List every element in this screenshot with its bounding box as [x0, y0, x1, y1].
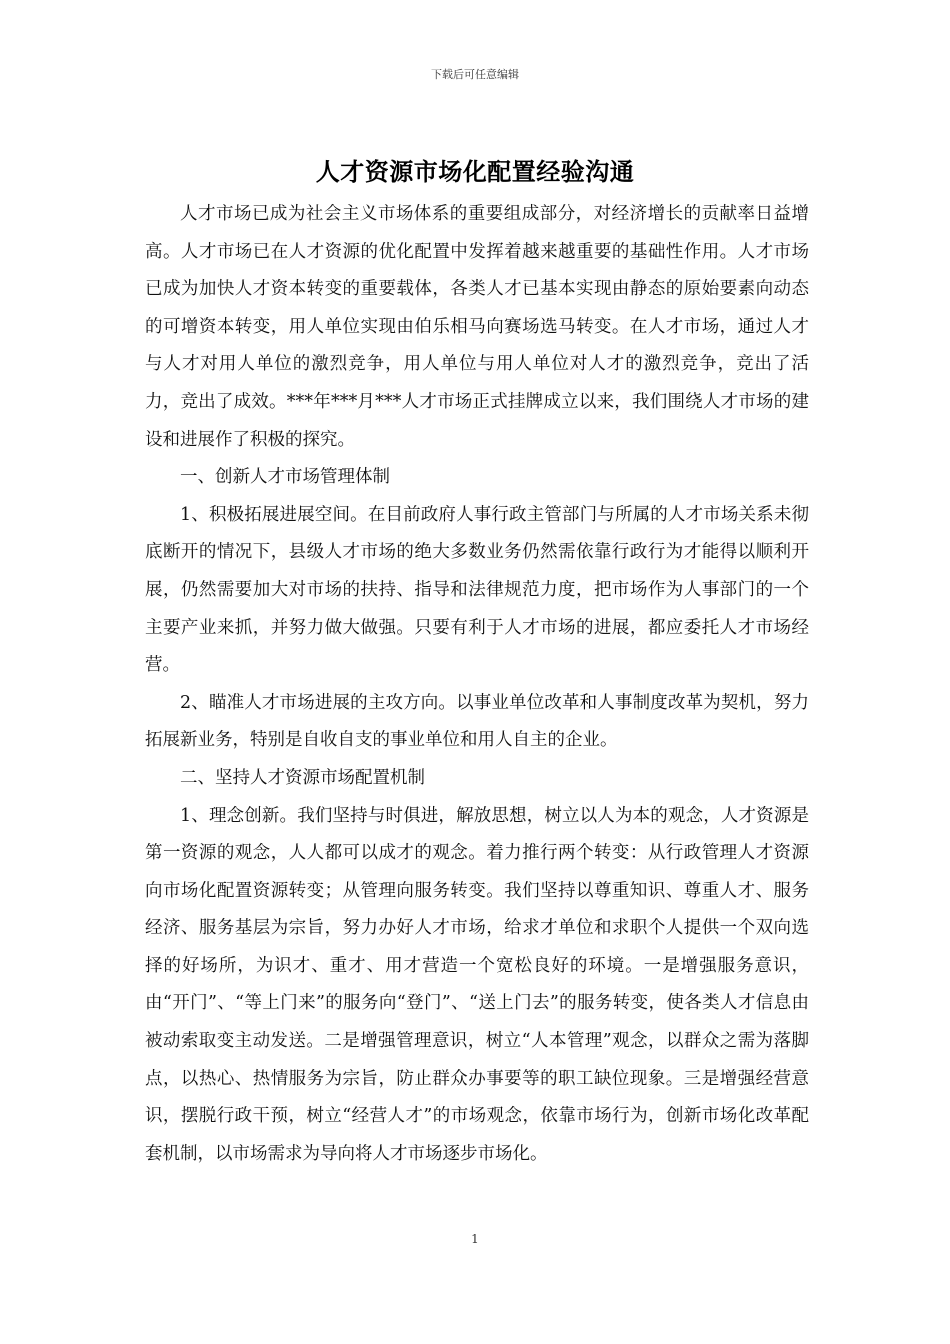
page-number: 1	[471, 1232, 479, 1246]
paragraph: 1、积极拓展进展空间。在目前政府人事行政主管部门与所属的人才市场关系未彻底断开的情况下，县级人才市场的绝大多数业务仍然需依靠行政行为才能得以顺利开展，仍然需要加大对市场的扶持、指导和法律规范力度，把市场作为人事部门的一个主要产业来抓，并努力做大做强。只要有利于人才市场的进展，都应委托人才市场经营。	[145, 504, 809, 676]
paragraph: 1、理念创新。我们坚持与时俱进，解放思想，树立以人为本的观念，人才资源是第一资源的观念，人人都可以成才的观念。着力推行两个转变：从行政管理人才资源向市场化配置资源转变；从管理向服务转变。我们坚持以尊重知识、尊重人才、服务经济、服务基层为宗旨，努力办好人才市场，给求才单位和求职个人提供一个双向选择的好场所，为识才、重才、用才营造一个宽松良好的环境。一是增强服务意识，由“开门”、“等上门来”的服务向“登门”、“送上门去”的服务转变，使各类人才信息由被动索取变主动发送。二是增强管理意识，树立“人本管理”观念，以群众之需为落脚点，以热心、热情服务为宗旨，防止群众办事要等的职工缺位现象。三是增强经营意识，摆脱行政干预，树立“经营人才”的市场观念，依靠市场行为，创新市场化改革配套机制，以市场需求为导向将人才市场逐步市场化。	[145, 805, 809, 1164]
paragraph: 2、瞄准人才市场进展的主攻方向。以事业单位改革和人事制度改革为契机，努力拓展新业务，特别是自收自支的事业单位和用人自主的企业。	[145, 692, 809, 751]
page-header: 下载后可任意编辑	[431, 68, 519, 81]
section-heading-2: 二、坚持人才资源市场配置机制	[180, 767, 425, 788]
document-body	[145, 196, 809, 1173]
section-heading-1: 一、创新人才市场管理体制	[180, 467, 390, 488]
document-title: 人才资源市场化配置经验沟通	[315, 157, 635, 186]
paragraph-intro: 人才市场已成为社会主义市场体系的重要组成部分，对经济增长的贡献率日益增高。人才市场已在人才资源的优化配置中发挥着越来越重要的基础性作用。人才市场已成为加快人才资本转变的重要载体，各类人才已基本实现由静态的原始要素向动态的可增资本转变，用人单位实现由伯乐相马向赛场选马转变。在人才市场，通过人才与人才对用人单位的激烈竞争，用人单位与用人单位对人才的激烈竞争，竞出了活力，竞出了成效。***年***月***人才市场正式挂牌成立以来，我们围绕人才市场的建设和进展作了积极的探究。	[145, 204, 809, 450]
